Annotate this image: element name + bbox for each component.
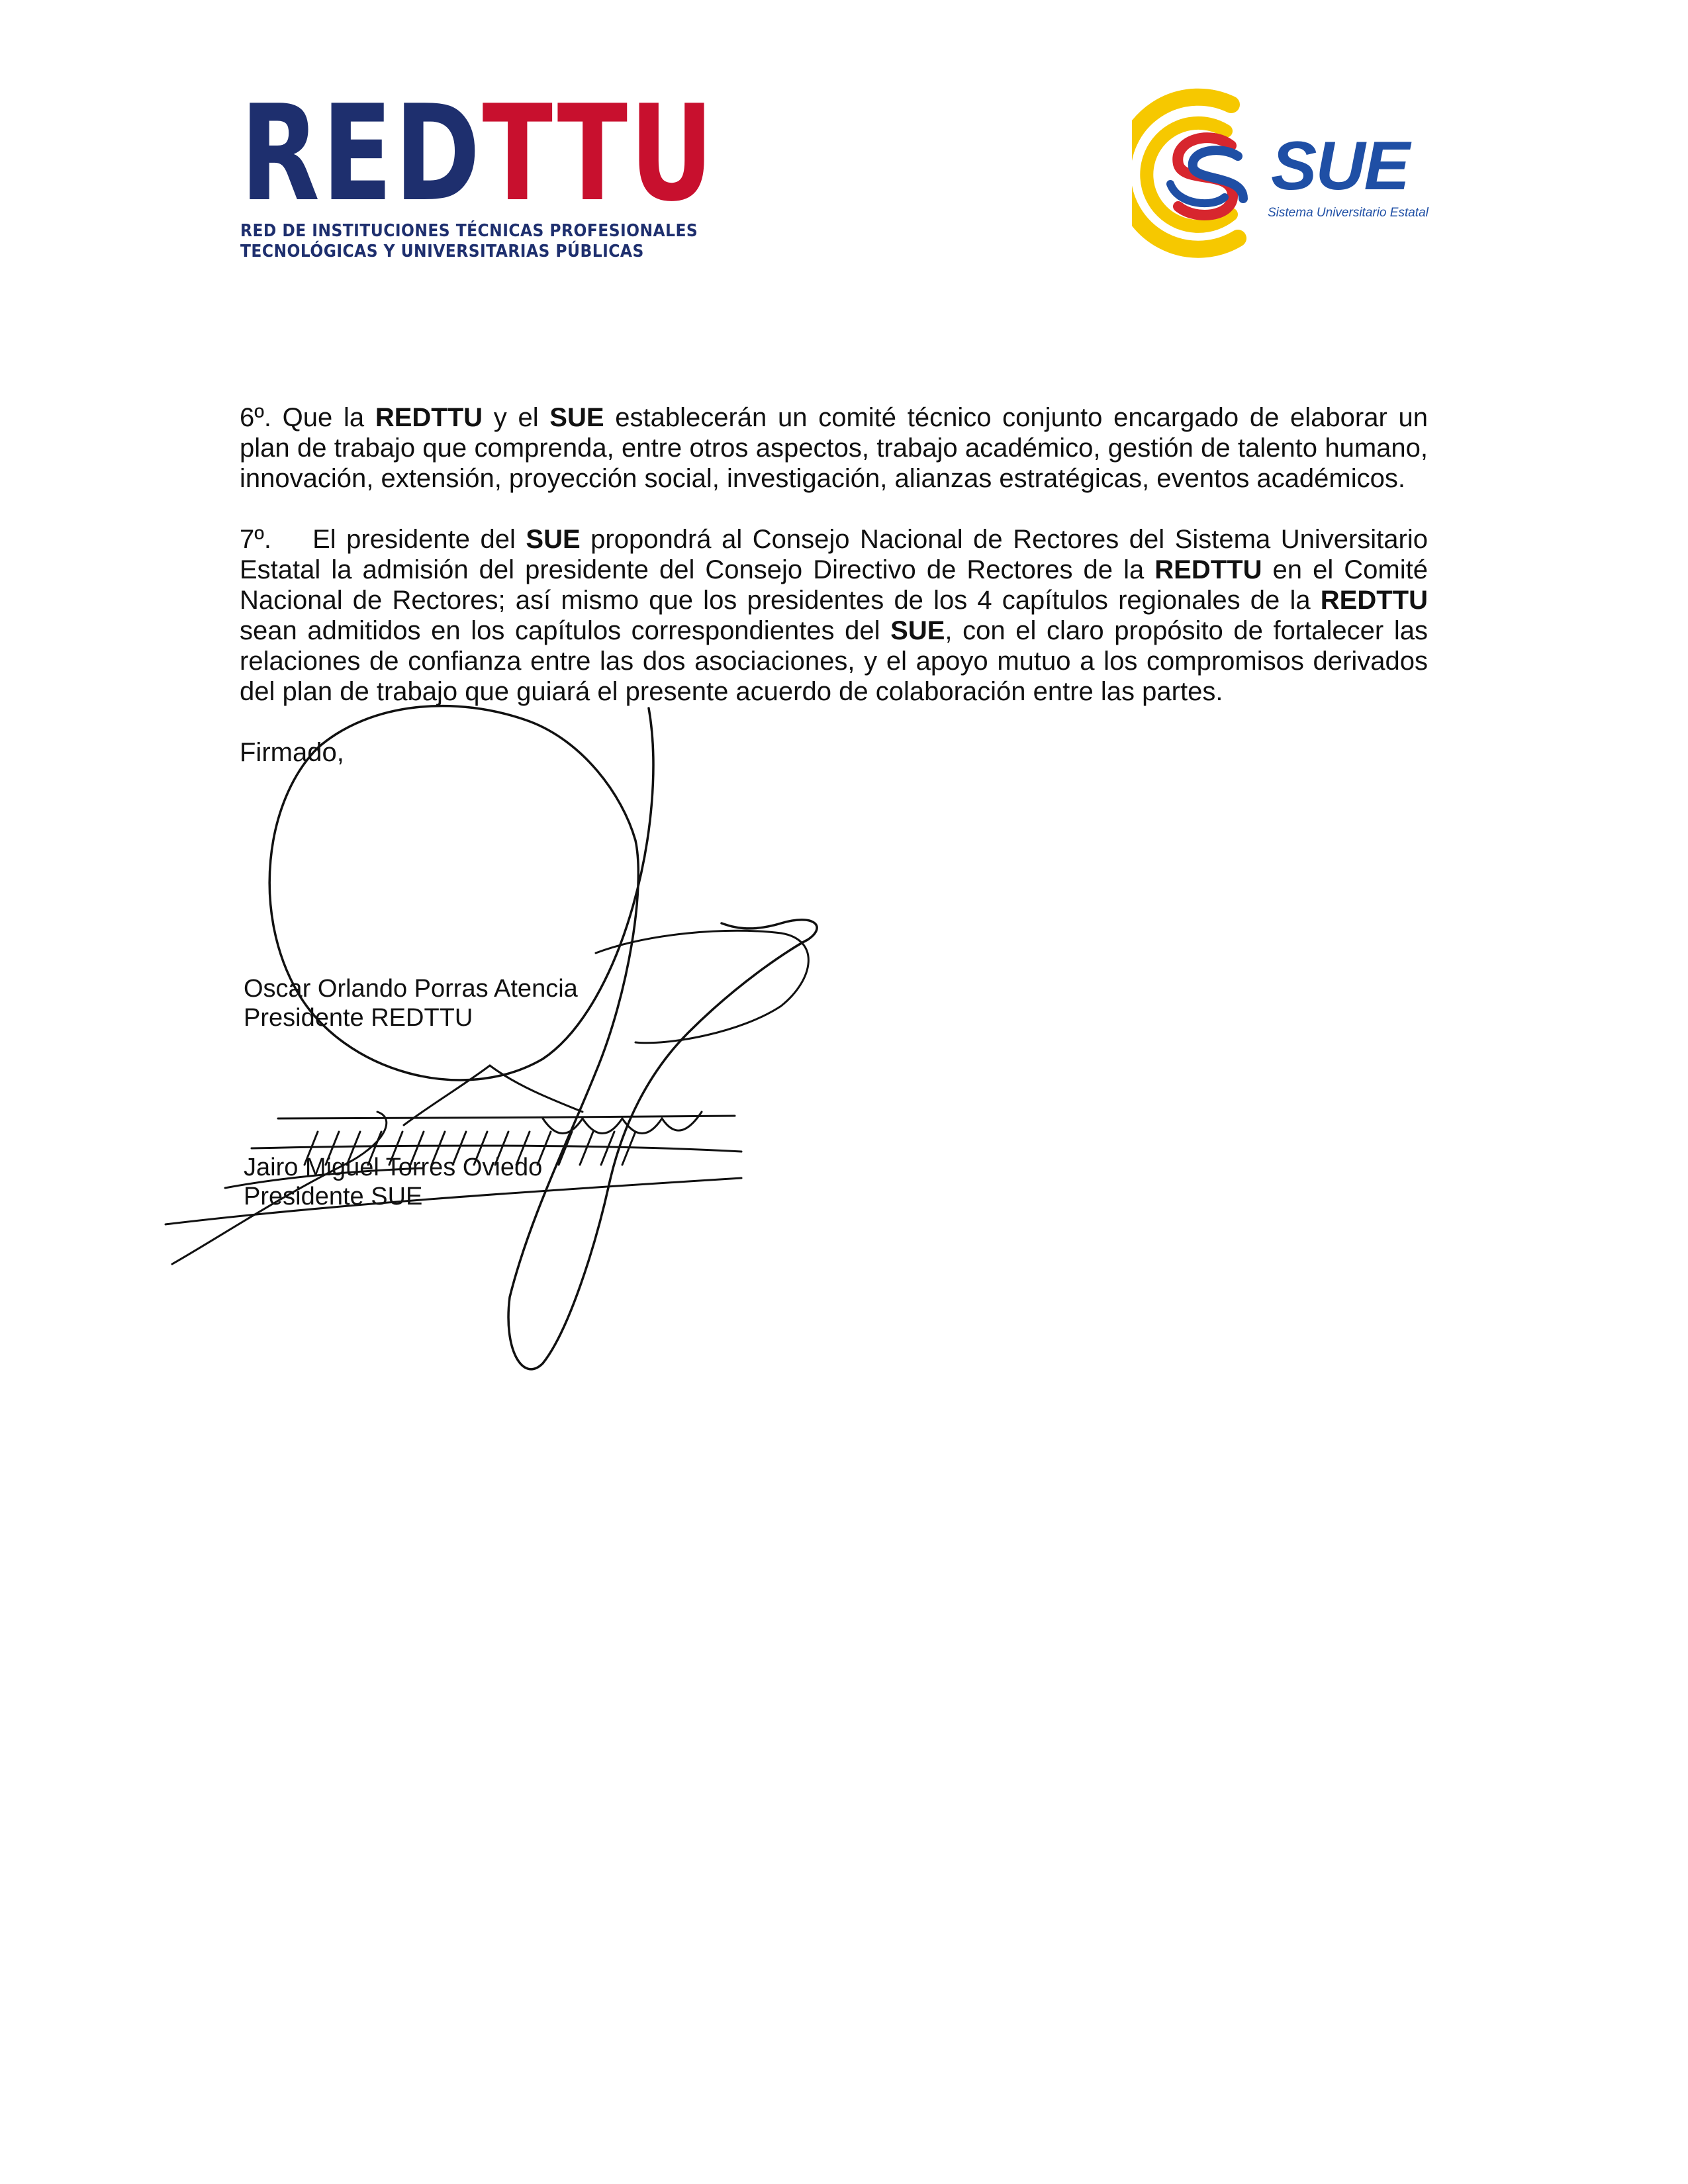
document-body [240,402,1428,798]
sue-emblem-icon [1132,85,1278,263]
signatory-sue [244,1153,542,1211]
clause-number: 7º. [240,525,271,554]
signature-redttu-stroke [269,706,817,1369]
sue-wordmark: SUE [1271,128,1409,205]
clause-7: 7º. El presidente del SUE propondrá al Consejo Nacional de Rectores del Sistema Universitario Estatal la admisión del presidente del Consejo Directivo de Rectores de la REDTTU en el Comité Nacional de Rectores; así mismo que los presidentes de los 4 capítulos regionales de la REDTTU sean admitidos en los capítulos correspondientes del SUE, con el claro propósito de fortalecer las relaciones de confianza entre las dos asociaciones, y el apoyo mutuo a los compromisos derivados del plan de trabajo que guiará el presente acuerdo de colaboración entre las partes. [240,525,1428,706]
clause-number: 6º. [240,403,271,432]
closing-text: Firmado, [240,738,344,767]
signatory-redttu [244,974,578,1032]
signatory-title: Presidente REDTTU [244,1004,473,1032]
sue-subtitle: Sistema Universitario Estatal [1268,206,1429,220]
clause-6: 6º. Que la REDTTU y el SUE establecerán un comité técnico conjunto encargado de elaborar un plan de trabajo que comprenda, entre otros aspectos, trabajo académico, gestión de talento humano, innovación, extensión, proyección social, investigación, alianzas estratégicas, eventos académicos. [240,403,1428,493]
signature-sue-stroke [278,1116,735,1118]
redttu-logo [240,77,716,262]
signatory-title: Presidente SUE [244,1183,423,1210]
signatory-name: Jairo Miguel Torres Oviedo [244,1154,543,1181]
signatory-name: Oscar Orlando Porras Atencia [244,975,578,1003]
redttu-tagline: RED DE INSTITUCIONES TÉCNICAS PROFESIONALES TECNOLÓGICAS Y UNIVERSITARIAS PÚBLICAS [240,221,698,261]
redttu-wordmark: REDTTU [240,77,716,231]
sue-logo [1132,85,1436,263]
